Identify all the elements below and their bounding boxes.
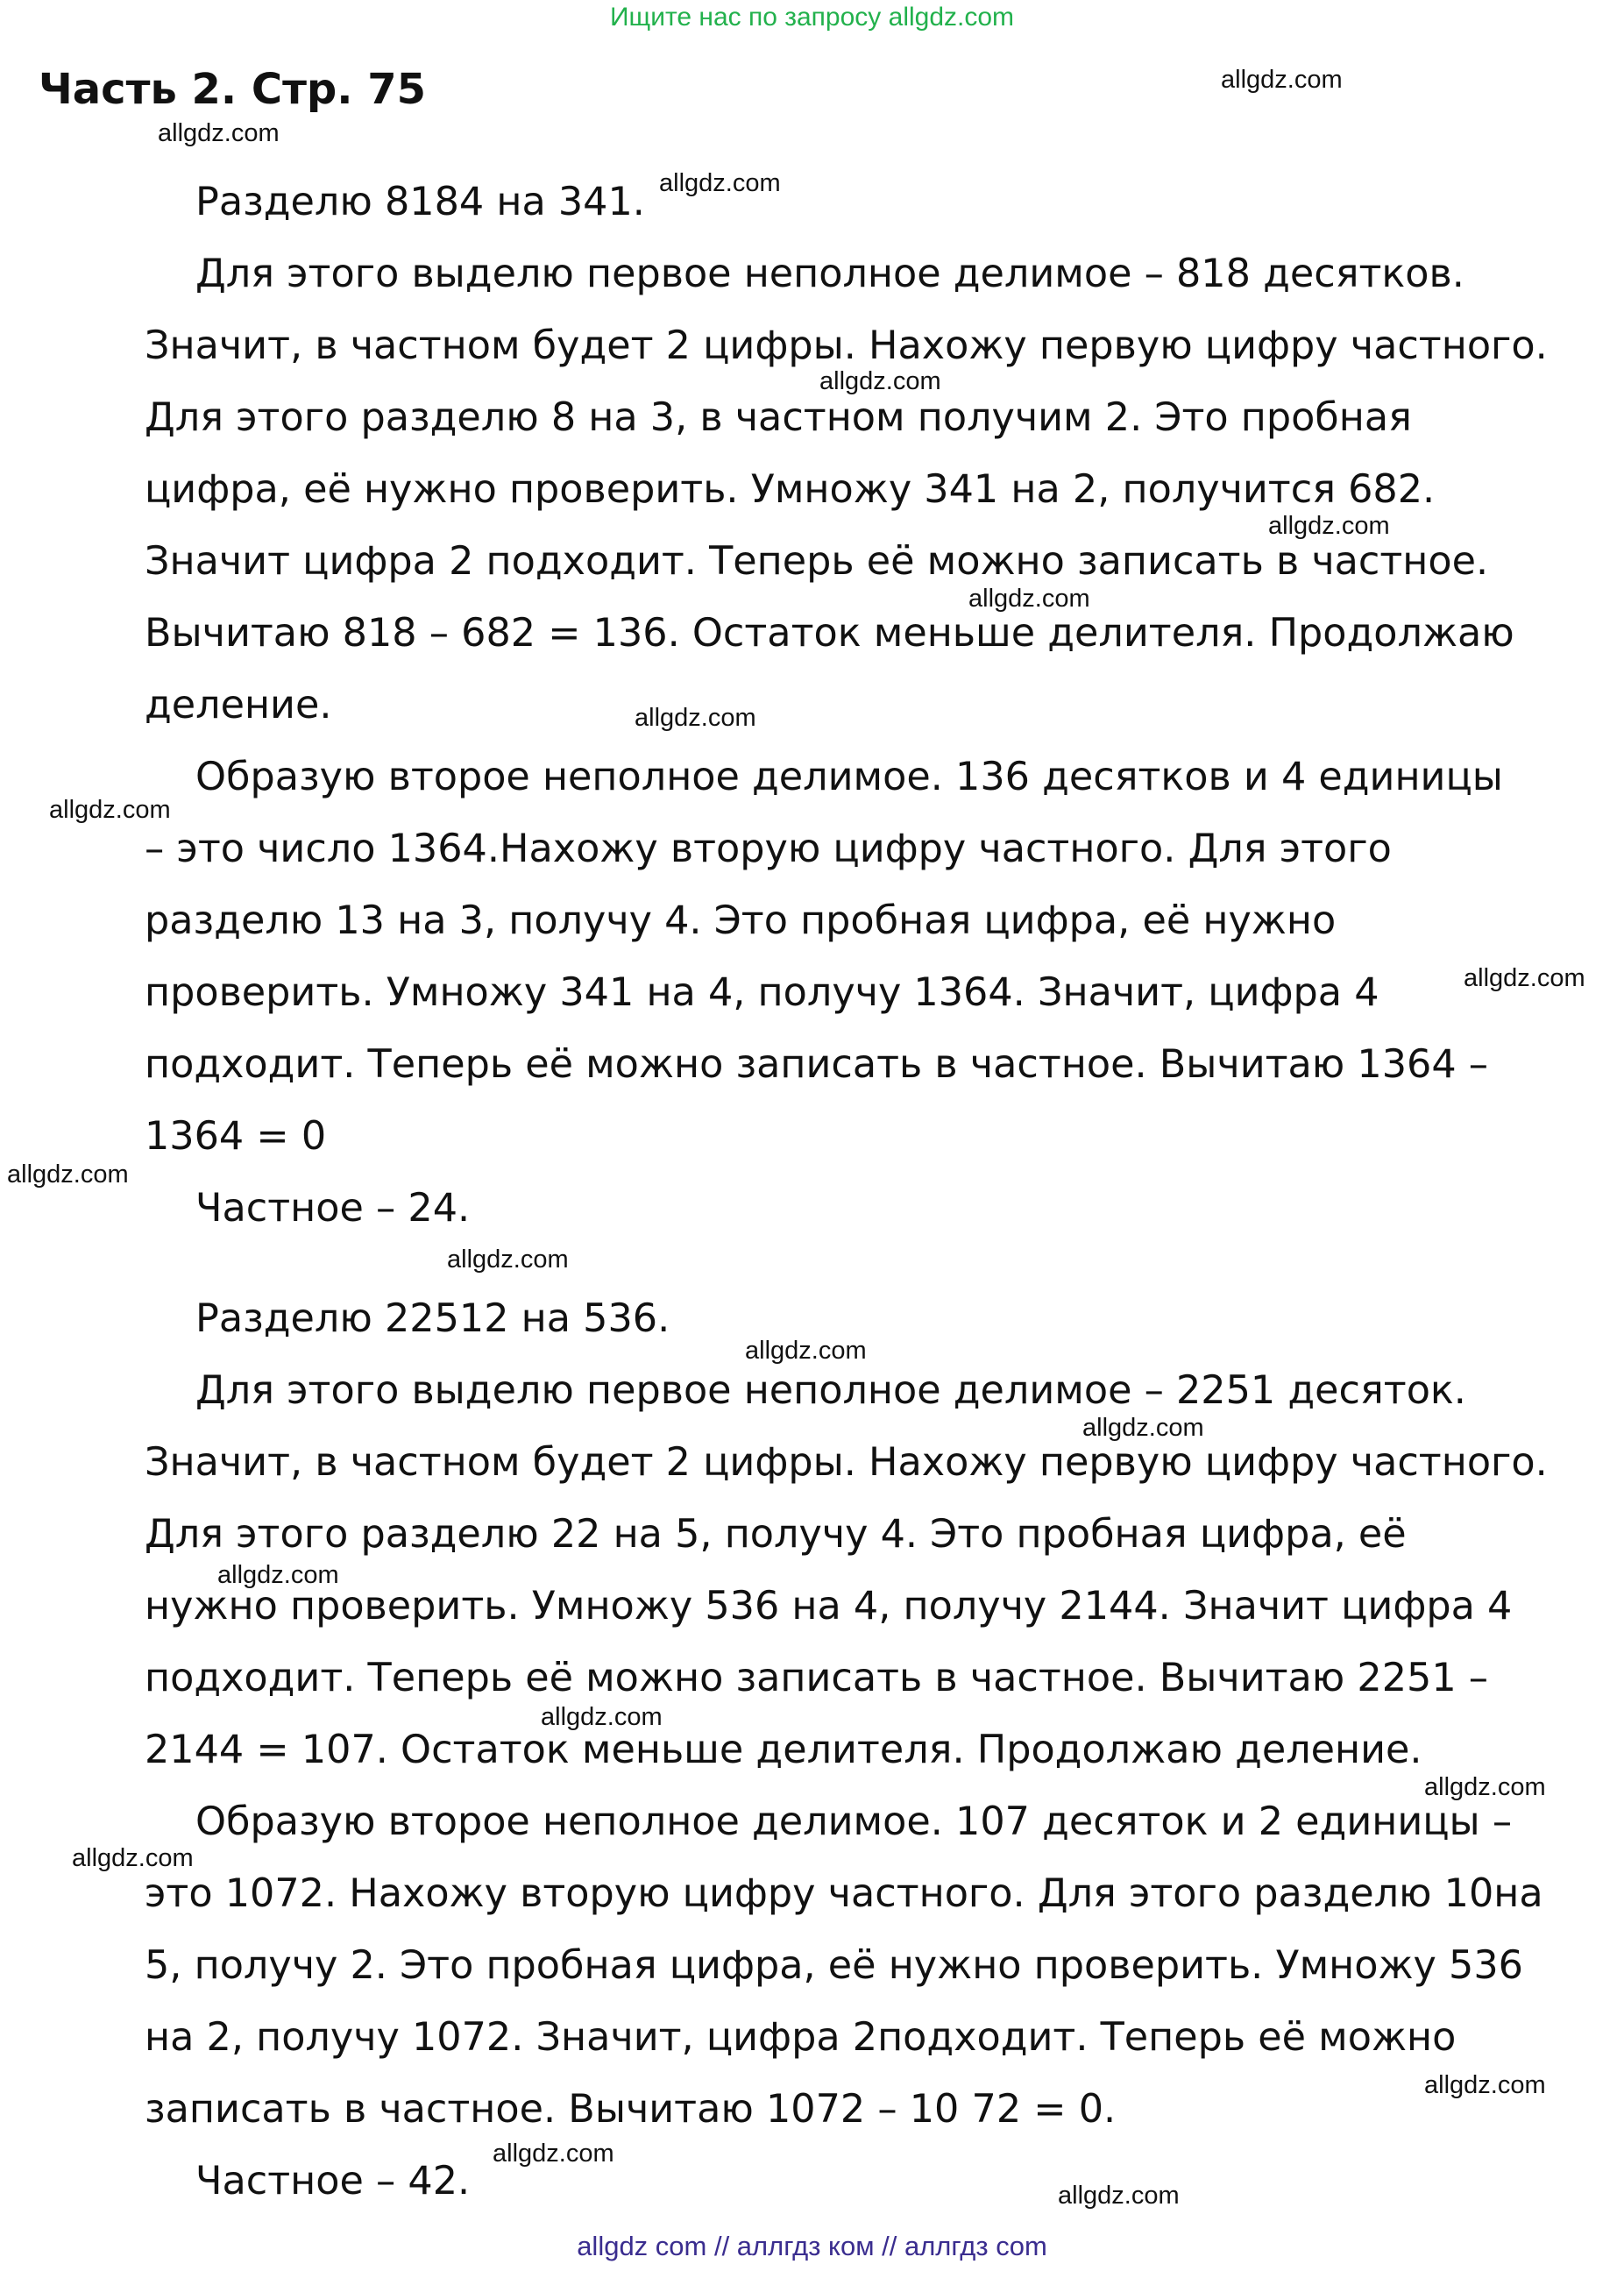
watermark: allgdz.com bbox=[1424, 2071, 1546, 2099]
solution-block-2 bbox=[145, 1283, 1599, 2218]
watermark: allgdz.com bbox=[493, 2140, 614, 2168]
text-line: 2144 = 107. Остаток меньше делителя. Продолжаю деление. bbox=[145, 1728, 1422, 1772]
text-line: проверить. Умножу 341 на 4, получу 1364. Значит, цифра 4 bbox=[145, 970, 1379, 1015]
text-line: Значит цифра 2 подходит. Теперь её можно записать в частное. bbox=[145, 539, 1489, 584]
text-line: записать в частное. Вычитаю 1072 – 10 72 = 0. bbox=[145, 2087, 1117, 2132]
text-line: Образую второе неполное делимое. 136 десятков и 4 единицы bbox=[195, 755, 1503, 799]
search-banner[interactable]: Ищите нас по запросу allgdz.com bbox=[609, 3, 1015, 32]
footer-links[interactable]: allgdz com // аллгдз ком // аллгдз com bbox=[577, 2231, 1047, 2261]
text-line: деление. bbox=[145, 683, 332, 727]
watermark: allgdz.com bbox=[968, 585, 1090, 613]
text-line: – это число 1364.Нахожу вторую цифру частного. Для этого bbox=[145, 827, 1392, 871]
text-line: нужно проверить. Умножу 536 на 4, получу 2144. Значит цифра 4 bbox=[145, 1584, 1513, 1629]
text-line: Для этого выделю первое неполное делимое – 2251 десяток. bbox=[195, 1368, 1466, 1413]
watermark: allgdz.com bbox=[819, 367, 941, 395]
watermark: allgdz.com bbox=[541, 1703, 663, 1731]
text-line: Для этого разделю 22 на 5, получу 4. Это пробная цифра, её bbox=[145, 1512, 1407, 1557]
text-line: Разделю 22512 на 536. bbox=[195, 1296, 670, 1341]
text-line: Значит, в частном будет 2 цифры. Нахожу первую цифру частного. bbox=[145, 1440, 1548, 1485]
text-line: подходит. Теперь её можно записать в частное. Вычитаю 2251 – bbox=[145, 1656, 1489, 1700]
watermark: allgdz.com bbox=[1464, 964, 1585, 992]
watermark: allgdz.com bbox=[745, 1337, 867, 1365]
watermark: allgdz.com bbox=[7, 1160, 129, 1189]
text-line: Образую второе неполное делимое. 107 десяток и 2 единицы – bbox=[195, 1799, 1513, 1844]
text-line: 5, получу 2. Это пробная цифра, её нужно проверить. Умножу 536 bbox=[145, 1943, 1523, 1988]
text-line: Вычитаю 818 – 682 = 136. Остаток меньше делителя. Продолжаю bbox=[145, 611, 1514, 656]
answer-line: Частное – 42. bbox=[195, 2159, 471, 2204]
watermark: allgdz.com bbox=[72, 1844, 194, 1872]
text-line: это 1072. Нахожу вторую цифру частного. Для этого разделю 10на bbox=[145, 1871, 1543, 1916]
answer-line: Частное – 24. bbox=[195, 1186, 471, 1231]
solution-block-1 bbox=[145, 167, 1599, 1245]
watermark: allgdz.com bbox=[1082, 1414, 1204, 1442]
text-line: 1364 = 0 bbox=[145, 1114, 327, 1159]
text-line: Значит, в частном будет 2 цифры. Нахожу первую цифру частного. bbox=[145, 323, 1548, 368]
text-line: подходит. Теперь её можно записать в частное. Вычитаю 1364 – bbox=[145, 1042, 1489, 1087]
watermark: allgdz.com bbox=[1268, 512, 1390, 540]
watermark: allgdz.com bbox=[217, 1561, 339, 1589]
text-line: Разделю 8184 на 341. bbox=[195, 180, 645, 224]
watermark: allgdz.com bbox=[1221, 66, 1343, 94]
text-line: разделю 13 на 3, получу 4. Это пробная цифра, её нужно bbox=[145, 898, 1337, 943]
page-title: Часть 2. Стр. 75 bbox=[39, 65, 427, 114]
watermark: allgdz.com bbox=[659, 169, 781, 197]
text-line: цифра, её нужно проверить. Умножу 341 на 2, получится 682. bbox=[145, 467, 1436, 512]
watermark: allgdz.com bbox=[635, 704, 756, 732]
watermark: allgdz.com bbox=[447, 1246, 569, 1274]
text-line: Для этого выделю первое неполное делимое – 818 десятков. bbox=[195, 252, 1464, 296]
watermark: allgdz.com bbox=[49, 796, 171, 824]
watermark: allgdz.com bbox=[1058, 2182, 1180, 2210]
text-line: Для этого разделю 8 на 3, в частном получим 2. Это пробная bbox=[145, 395, 1412, 440]
watermark: allgdz.com bbox=[158, 119, 280, 147]
text-line: на 2, получу 1072. Значит, цифра 2подходит. Теперь её можно bbox=[145, 2015, 1457, 2060]
watermark: allgdz.com bbox=[1424, 1773, 1546, 1801]
